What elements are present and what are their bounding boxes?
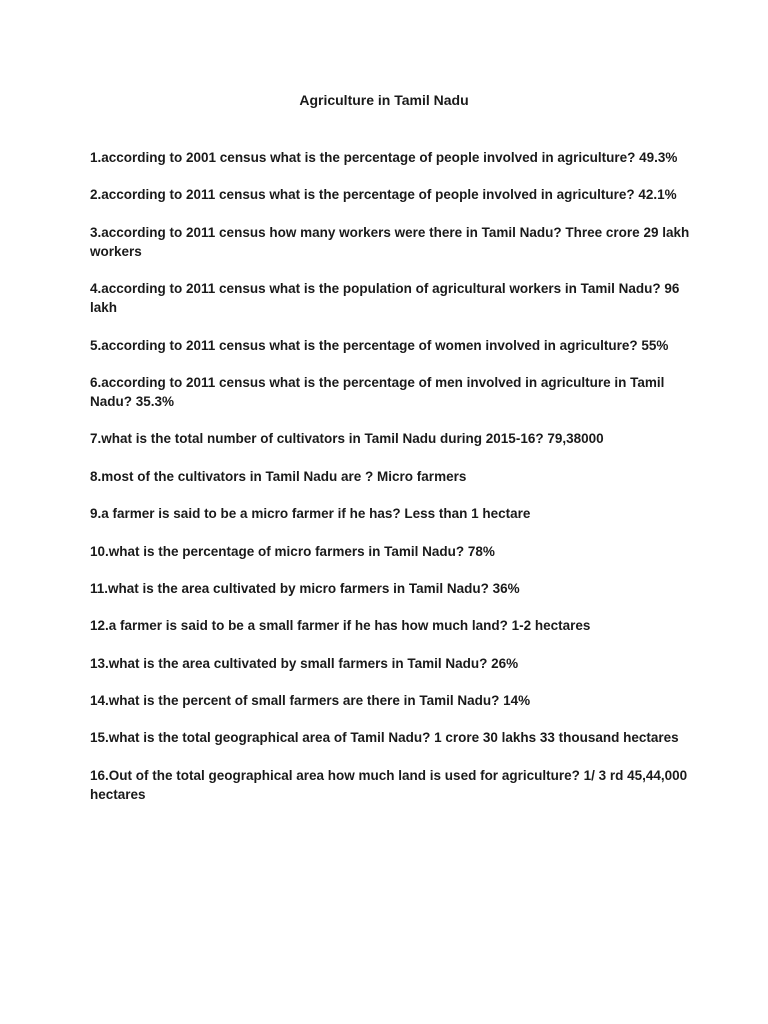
qa-item-12: 12.a farmer is said to be a small farmer if he has how much land? 1-2 hectares — [90, 618, 591, 634]
qa-item-6: 6.according to 2011 census what is the percentage of men involved in agriculture in Tamil Nadu? 35.3% — [90, 374, 665, 409]
qa-item-8: 8.most of the cultivators in Tamil Nadu are ? Micro farmers — [90, 468, 467, 484]
qa-item-14: 14.what is the percent of small farmers are there in Tamil Nadu? 14% — [90, 693, 531, 709]
qa-item-1: 1.according to 2001 census what is the percentage of people involved in agriculture? 49.3% — [90, 150, 678, 165]
qa-item-4: 4.according to 2011 census what is the population of agricultural workers in Tamil Nadu? 96 lakh — [90, 281, 680, 316]
qa-item-11: 11.what is the area cultivated by micro farmers in Tamil Nadu? 36% — [90, 580, 520, 596]
qa-item-9: 9.a farmer is said to be a micro farmer if he has? Less than 1 hectare — [90, 506, 531, 522]
qa-item-3: 3.according to 2011 census how many workers were there in Tamil Nadu? Three crore 29 lakh workers — [90, 224, 690, 259]
qa-item-2: 2.according to 2011 census what is the percentage of people involved in agriculture? 42.1% — [90, 187, 677, 203]
question-answer-list — [90, 148, 690, 822]
document-title: Agriculture in Tamil Nadu — [299, 92, 469, 108]
qa-item-13: 13.what is the area cultivated by small farmers in Tamil Nadu? 26% — [90, 655, 519, 671]
qa-item-10: 10.what is the percentage of micro farmers in Tamil Nadu? 78% — [90, 543, 495, 559]
qa-item-7: 7.what is the total number of cultivators in Tamil Nadu during 2015-16? 79,38000 — [90, 431, 604, 447]
qa-item-5: 5.according to 2011 census what is the percentage of women involved in agriculture? 55% — [90, 337, 669, 353]
qa-item-16: 16.Out of the total geographical area how much land is used for agriculture? 1/ 3 rd 45,44,000 hectares — [90, 767, 688, 802]
qa-item-15: 15.what is the total geographical area of Tamil Nadu? 1 crore 30 lakhs 33 thousand hectares — [90, 730, 679, 746]
